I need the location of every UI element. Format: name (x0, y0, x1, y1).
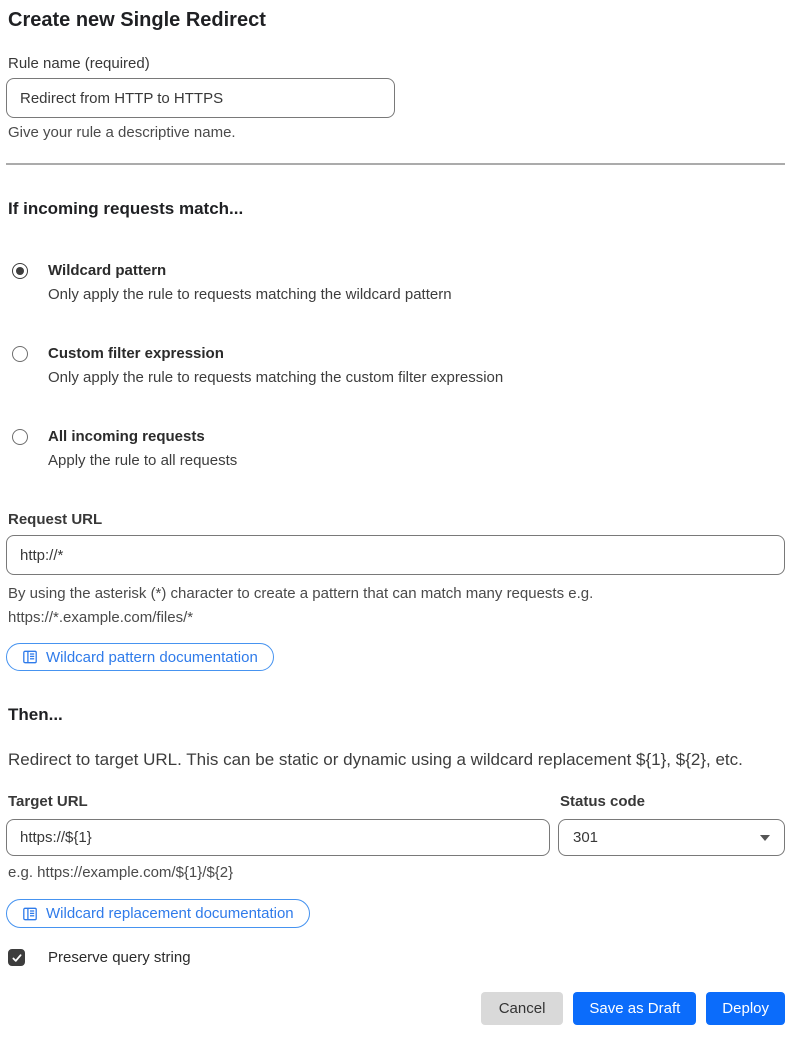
book-icon (22, 906, 38, 922)
chevron-down-icon (760, 835, 770, 841)
footer-actions (6, 992, 785, 1025)
status-code-value: 301 (573, 829, 599, 846)
request-url-help-line2: https://*.example.com/files/* (8, 609, 194, 626)
radio-button-icon[interactable] (12, 429, 28, 445)
target-url-help: e.g. https://example.com/${1}/${2} (8, 864, 234, 881)
rule-name-help: Give your rule a descriptive name. (8, 124, 236, 141)
save-as-draft-button[interactable]: Save as Draft (573, 992, 696, 1025)
radio-option-wildcard-pattern[interactable] (6, 262, 785, 303)
radio-option-custom-filter-expression[interactable] (6, 345, 785, 386)
radio-option-description: Only apply the rule to requests matching the custom filter expression (48, 369, 504, 386)
target-url-status-row (6, 770, 785, 881)
radio-option-label: All incoming requests (48, 428, 205, 445)
wildcard-pattern-docs-label: Wildcard pattern documentation (46, 648, 258, 666)
status-code-select[interactable] (558, 819, 785, 856)
status-code-label: Status code (560, 793, 646, 810)
then-description: Redirect to target URL. This can be static or dynamic using a wildcard replacement ${1}, ${2}, etc. (8, 750, 743, 769)
wildcard-replacement-docs-label: Wildcard replacement documentation (46, 905, 294, 922)
radio-option-label: Custom filter expression (48, 345, 224, 362)
book-icon (22, 649, 38, 665)
rule-name-input[interactable] (6, 78, 395, 118)
match-section-heading: If incoming requests match... (8, 199, 244, 218)
request-url-help-line1: By using the asterisk (*) character to create a pattern that can match many requests e.g. (8, 585, 594, 602)
deploy-button[interactable]: Deploy (706, 992, 785, 1025)
then-section-heading: Then... (8, 705, 63, 724)
page-title: Create new Single Redirect (8, 9, 266, 31)
radio-option-label: Wildcard pattern (48, 262, 167, 279)
radio-button-icon[interactable] (12, 346, 28, 362)
match-type-radio-group (6, 262, 785, 469)
rule-name-label: Rule name (required) (8, 55, 150, 72)
section-divider (6, 163, 785, 165)
radio-button-icon[interactable] (12, 263, 28, 279)
request-url-help (6, 582, 785, 630)
request-url-input[interactable] (6, 535, 785, 575)
wildcard-pattern-docs-button[interactable] (6, 643, 274, 671)
target-url-label: Target URL (8, 793, 88, 810)
preserve-query-checkbox[interactable] (8, 949, 25, 966)
target-url-input[interactable] (6, 819, 550, 856)
check-icon (11, 952, 23, 964)
radio-option-description: Only apply the rule to requests matching the wildcard pattern (48, 286, 452, 303)
preserve-query-label: Preserve query string (48, 949, 191, 966)
radio-option-all-incoming-requests[interactable] (6, 428, 785, 469)
create-single-redirect-form (0, 8, 791, 1025)
preserve-query-string-row[interactable] (6, 949, 785, 966)
wildcard-replacement-docs-button[interactable] (6, 899, 310, 928)
request-url-label: Request URL (8, 511, 103, 528)
radio-option-description: Apply the rule to all requests (48, 452, 238, 469)
cancel-button[interactable]: Cancel (481, 992, 564, 1025)
